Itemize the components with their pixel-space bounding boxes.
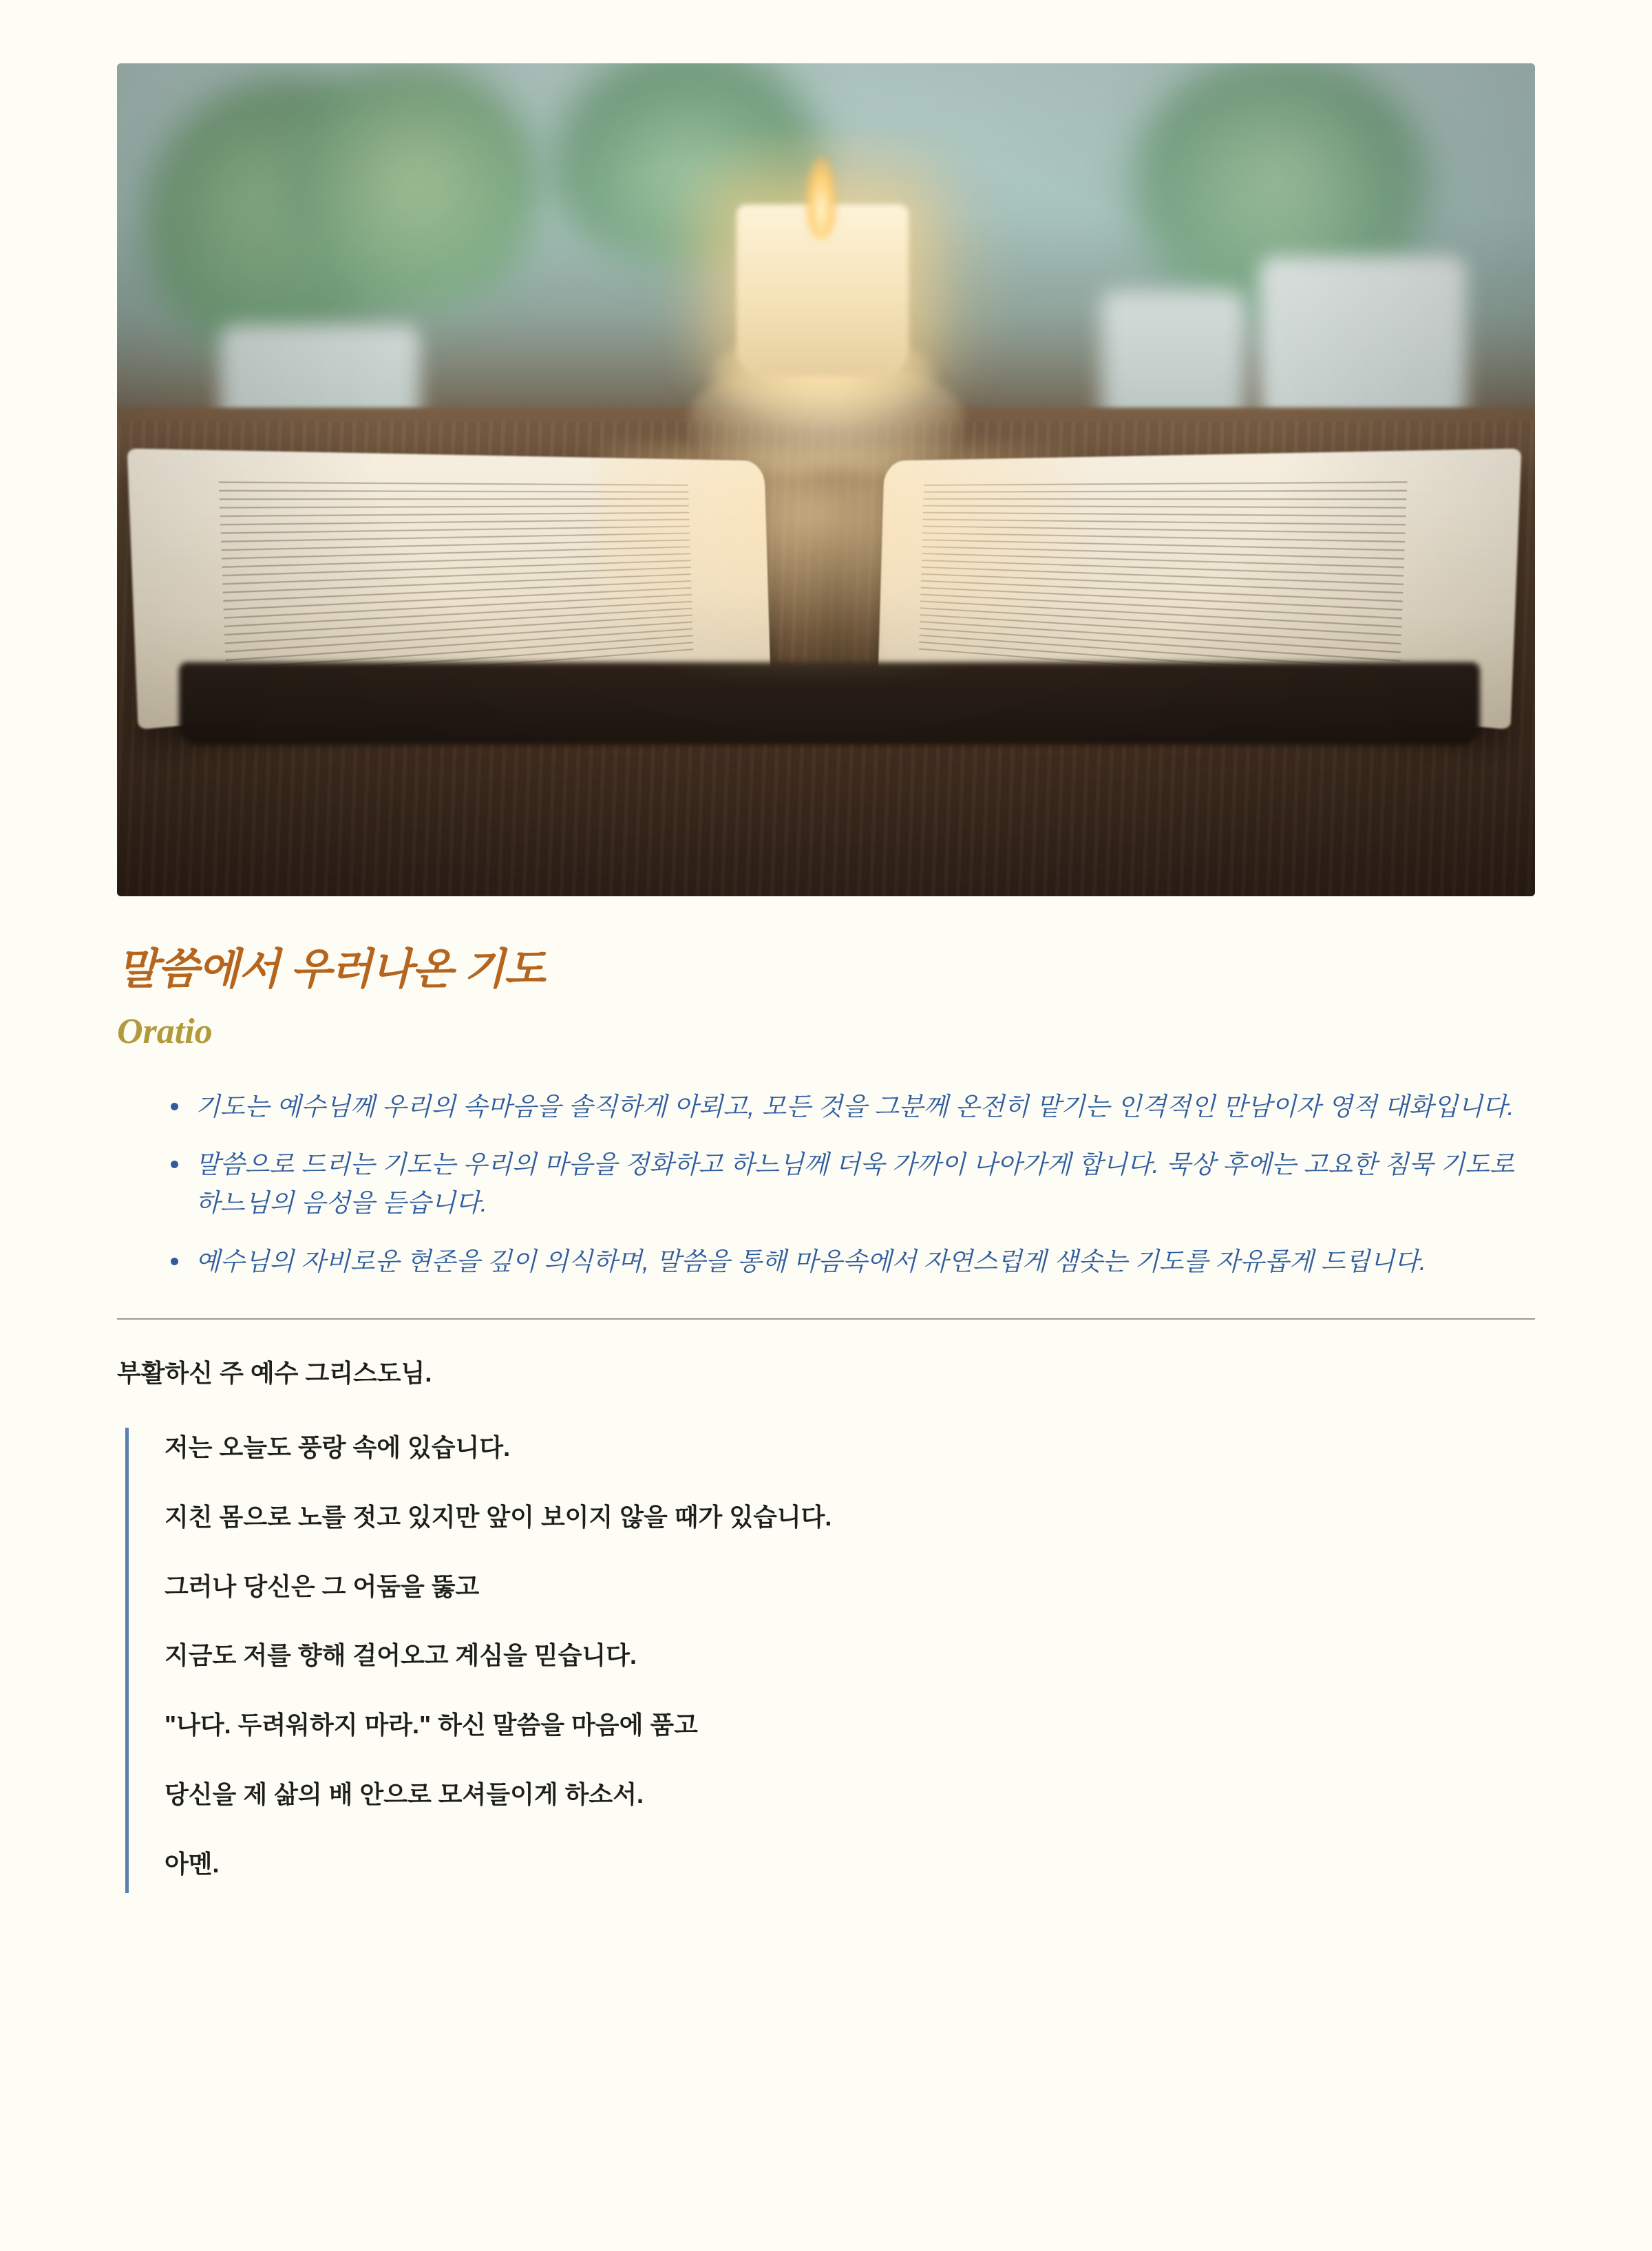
section-divider [117, 1318, 1535, 1320]
hero-vignette [117, 63, 1535, 896]
prayer-line: "나다. 두려워하지 마라." 하신 말씀을 마음에 품고 [165, 1711, 698, 1740]
prayer-line: 지친 몸으로 노를 젓고 있지만 앞이 보이지 않을 때가 있습니다. [165, 1502, 832, 1531]
page-subtitle: Oratio [117, 1012, 213, 1051]
prayer-line: 저는 오늘도 풍랑 속에 있습니다. [165, 1433, 511, 1461]
prayer-line: 당신을 제 삶의 배 안으로 모셔들이게 하소서. [165, 1779, 644, 1808]
hero-image [117, 63, 1535, 896]
prayer-line: 아멘. [165, 1849, 220, 1878]
key-points-list [117, 1088, 1535, 1281]
list-item: 말씀으로 드리는 기도는 우리의 마음을 정화하고 하느님께 더욱 가까이 나아가게 합니다. 묵상 후에는 고요한 침묵 기도로 하느님의 음성을 듣습니다. [171, 1145, 1535, 1223]
prayer-salutation: 부활하신 주 예수 그리스도님. [117, 1358, 432, 1387]
prayer-quote-block [125, 1428, 1535, 1893]
prayer-line: 그러나 당신은 그 어둠을 뚫고 [165, 1572, 480, 1600]
prayer-line: 지금도 저를 향해 걸어오고 계심을 믿습니다. [165, 1641, 637, 1670]
list-item: 예수님의 자비로운 현존을 깊이 의식하며, 말씀을 통해 마음속에서 자연스럽게 샘솟는 기도를 자유롭게 드립니다. [171, 1243, 1535, 1281]
page-title: 말씀에서 우러나온 기도 [117, 946, 545, 993]
list-item: 기도는 예수님께 우리의 속마음을 솔직하게 아뢰고, 모든 것을 그분께 온전히 맡기는 인격적인 만남이자 영적 대화입니다. [171, 1088, 1535, 1126]
